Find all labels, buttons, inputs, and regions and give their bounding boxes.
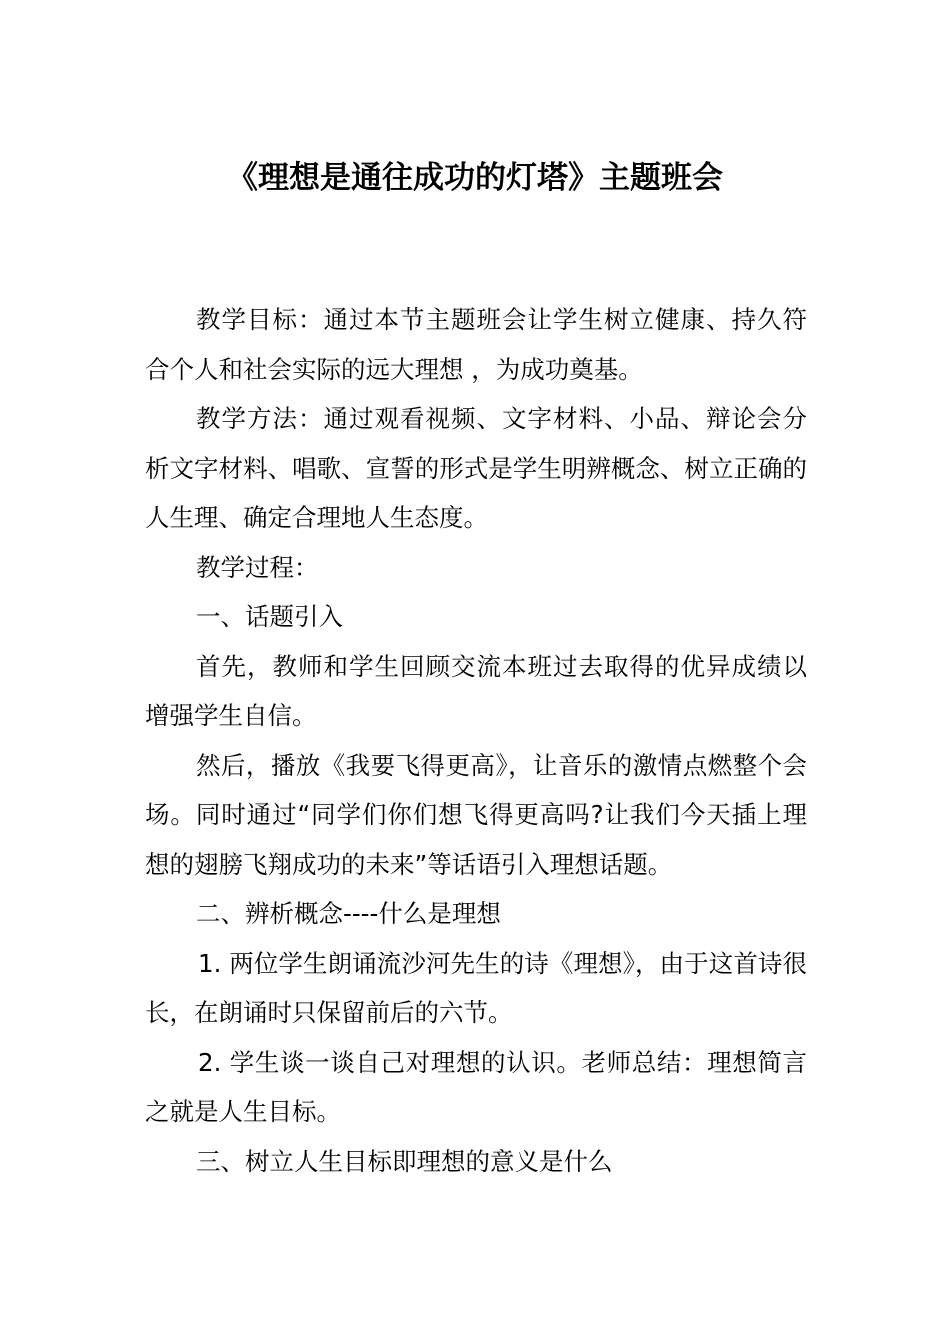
paragraph-teaching-method: 教学方法：通过观看视频、文字材料、小品、辩论会分析文字材料、唱歌、宣誓的形式是学生明辨概念、树立正确的人生理、确定合理地人生态度。 <box>145 404 807 532</box>
paragraph-teaching-goal: 教学目标：通过本节主题班会让学生树立健康、持久符合个人和社会实际的远大理想 ，为成功奠基。 <box>145 305 807 384</box>
section-heading-topic-intro: 一、话题引入 <box>196 602 343 631</box>
list-item-1: 1. 两位学生朗诵流沙河先生的诗《理想》，由于这首诗很长，在朗诵时只保留前后的六节。 <box>145 948 807 1027</box>
paragraph-first: 首先，教师和学生回顾交流本班过去取得的优异成绩以增强学生自信。 <box>145 651 807 730</box>
paragraph-then: 然后，播放《我要飞得更高》，让音乐的激情点燃整个会场。同时通过“同学们你们想飞得更高吗?让我们今天插上理想的翅膀飞翔成功的未来”等话语引入理想话题。 <box>145 750 807 879</box>
paragraph-teaching-process: 教学过程： <box>196 552 319 582</box>
section-heading-significance: 三、树立人生目标即理想的意义是什么 <box>196 1146 613 1176</box>
list-item-2: 2. 学生谈一谈自己对理想的认识。老师总结：理想简言之就是人生目标。 <box>145 1047 807 1126</box>
document-body <box>145 295 807 1186</box>
document-title: 《理想是通往成功的灯塔》主题班会 <box>227 160 723 196</box>
section-heading-concept: 二、辨析概念----什么是理想 <box>196 899 501 928</box>
